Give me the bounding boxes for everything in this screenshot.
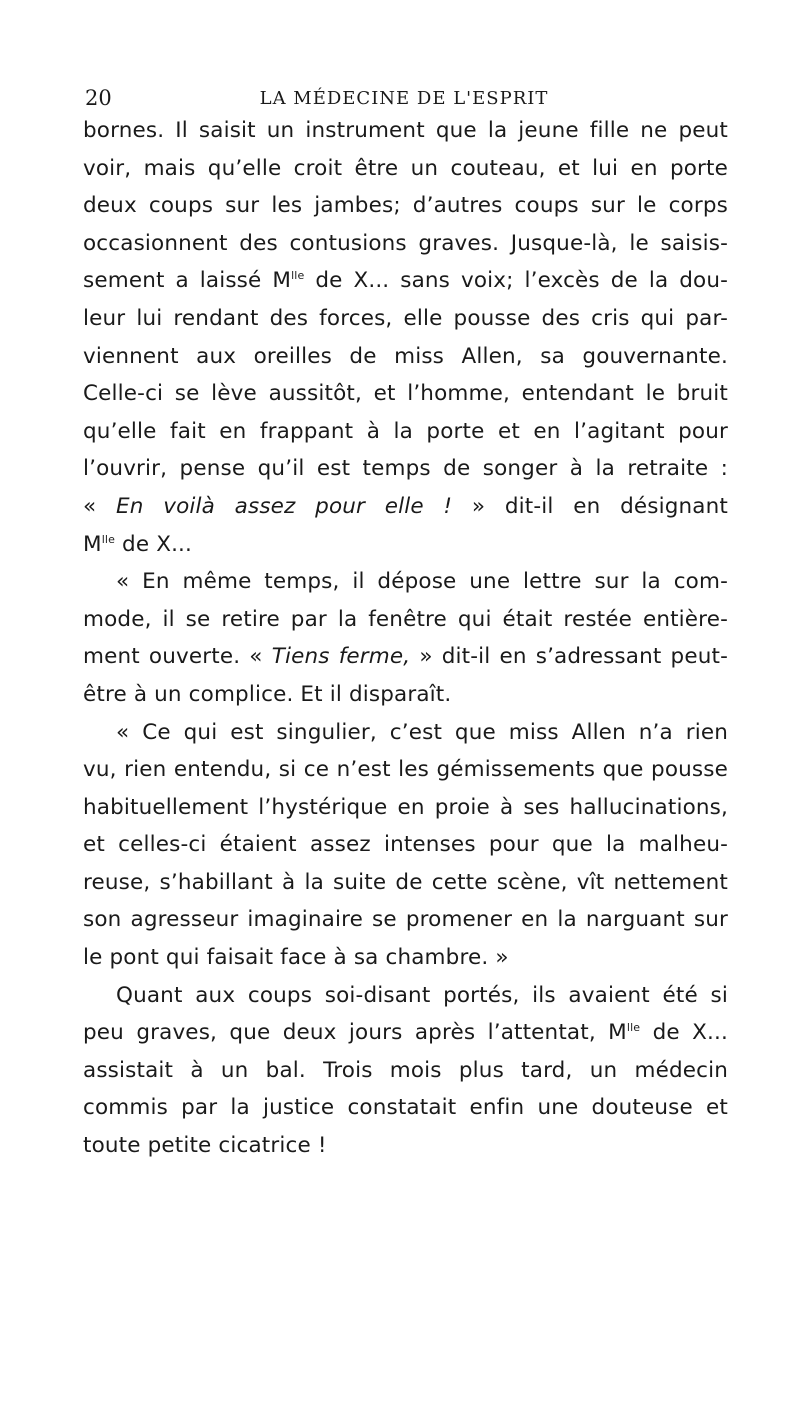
text-line [83,638,728,676]
text-line [83,789,728,827]
text-line-italic: En voilà assez pour elle ! [116,493,453,519]
text-line-pre: viennent aux oreilles de miss Allen, sa gouvernante. [83,343,728,369]
text-line [83,901,728,939]
text-line-pre: reuse, s’habillant à la suite de cette scène, vît nettement [83,869,728,895]
text-line [83,826,728,864]
text-line-pre: être à un complice. Et il disparaît. [83,681,452,707]
text-line-pre: voir, mais qu’elle croit être un couteau, et lui en porte [83,155,728,181]
text-line-sup: lle [101,532,116,546]
text-line [83,676,728,714]
text-line [83,1089,728,1127]
text-line-pre: habituellement l’hystérique en proie à ses hallucinations, [83,794,728,820]
text-line-pre: son agresseur imaginaire se promener en la narguant sur [83,907,728,933]
text-line [83,262,728,300]
text-line [83,1127,728,1165]
text-line-post: de X... [115,531,193,557]
text-line [83,488,728,526]
text-line-pre: ment ouverte. « [83,644,272,670]
text-line-pre: et celles-ci étaient assez intenses pour que la malheu- [83,832,728,858]
text-line-pre: M [83,531,102,557]
text-line [83,112,728,150]
text-line-pre: qu’elle fait en frappant à la porte et en l’agitant pour [83,418,728,444]
text-line-pre: commis par la justice constatait enfin une douteuse et [83,1095,728,1121]
text-line-pre: vu, rien entendu, si ce n’est les gémissements que pousse [83,757,728,783]
text-line [83,338,728,376]
text-line-pre: toute petite cicatrice ! [83,1133,327,1159]
text-line-post: de X... [640,1020,728,1046]
text-line [83,413,728,451]
text-line [83,714,728,752]
text-line-pre: Celle-ci se lève aussitôt, et l’homme, entendant le bruit [83,381,728,407]
text-line [83,225,728,263]
text-line-pre: assistait à un bal. Trois mois plus tard, un médecin [83,1057,728,1083]
text-line-pre: « [83,493,116,519]
running-title: LA MÉDECINE DE L'ESPRIT [259,88,549,109]
text-line-pre: l’ouvrir, pense qu’il est temps de songer à la retraite : [83,456,728,482]
text-line [83,563,728,601]
text-line-pre: occasionnent des contusions graves. Jusque-là, le saisis- [83,230,728,256]
text-line [83,187,728,225]
text-line-post: » dit-il en s’adressant peut- [410,644,728,670]
text-line [83,864,728,902]
text-line [83,939,728,977]
body-text [83,112,728,1165]
text-line-pre: sement a laissé M [83,268,292,294]
text-line-italic: Tiens ferme, [271,644,411,670]
text-line-pre: deux coups sur les jambes; d’autres coups sur le corps [83,193,728,219]
text-line [83,751,728,789]
text-line-sup: lle [291,269,305,283]
text-line [83,150,728,188]
text-line-sup: lle [626,1021,641,1035]
text-line [83,526,728,564]
text-line [83,375,728,413]
text-line-pre: leur lui rendant des forces, elle pousse des cris qui par- [83,305,728,331]
text-line [83,1052,728,1090]
text-line-pre: bornes. Il saisit un instrument que la jeune fille ne peut [83,118,728,143]
text-line [83,300,728,338]
text-line-post: de X... sans voix; l’excès de la dou- [304,268,729,294]
text-line-pre: le pont qui faisait face à sa chambre. » [83,945,509,971]
text-line [83,1014,728,1052]
text-line-post: » dit-il en désignant [452,493,728,519]
text-line-pre: « Ce qui est singulier, c’est que miss Allen n’a rien [116,719,728,745]
text-line [83,601,728,639]
text-line [83,977,728,1015]
text-line-pre: peu graves, que deux jours après l’attentat, M [83,1020,627,1046]
text-line-pre: mode, il se retire par la fenêtre qui était restée entière- [83,606,728,632]
text-line-pre: « En même temps, il dépose une lettre sur la com- [116,569,728,595]
text-line-pre: Quant aux coups soi-disant portés, ils avaient été si [116,982,728,1008]
page-number: 20 [85,86,112,110]
text-line [83,450,728,488]
